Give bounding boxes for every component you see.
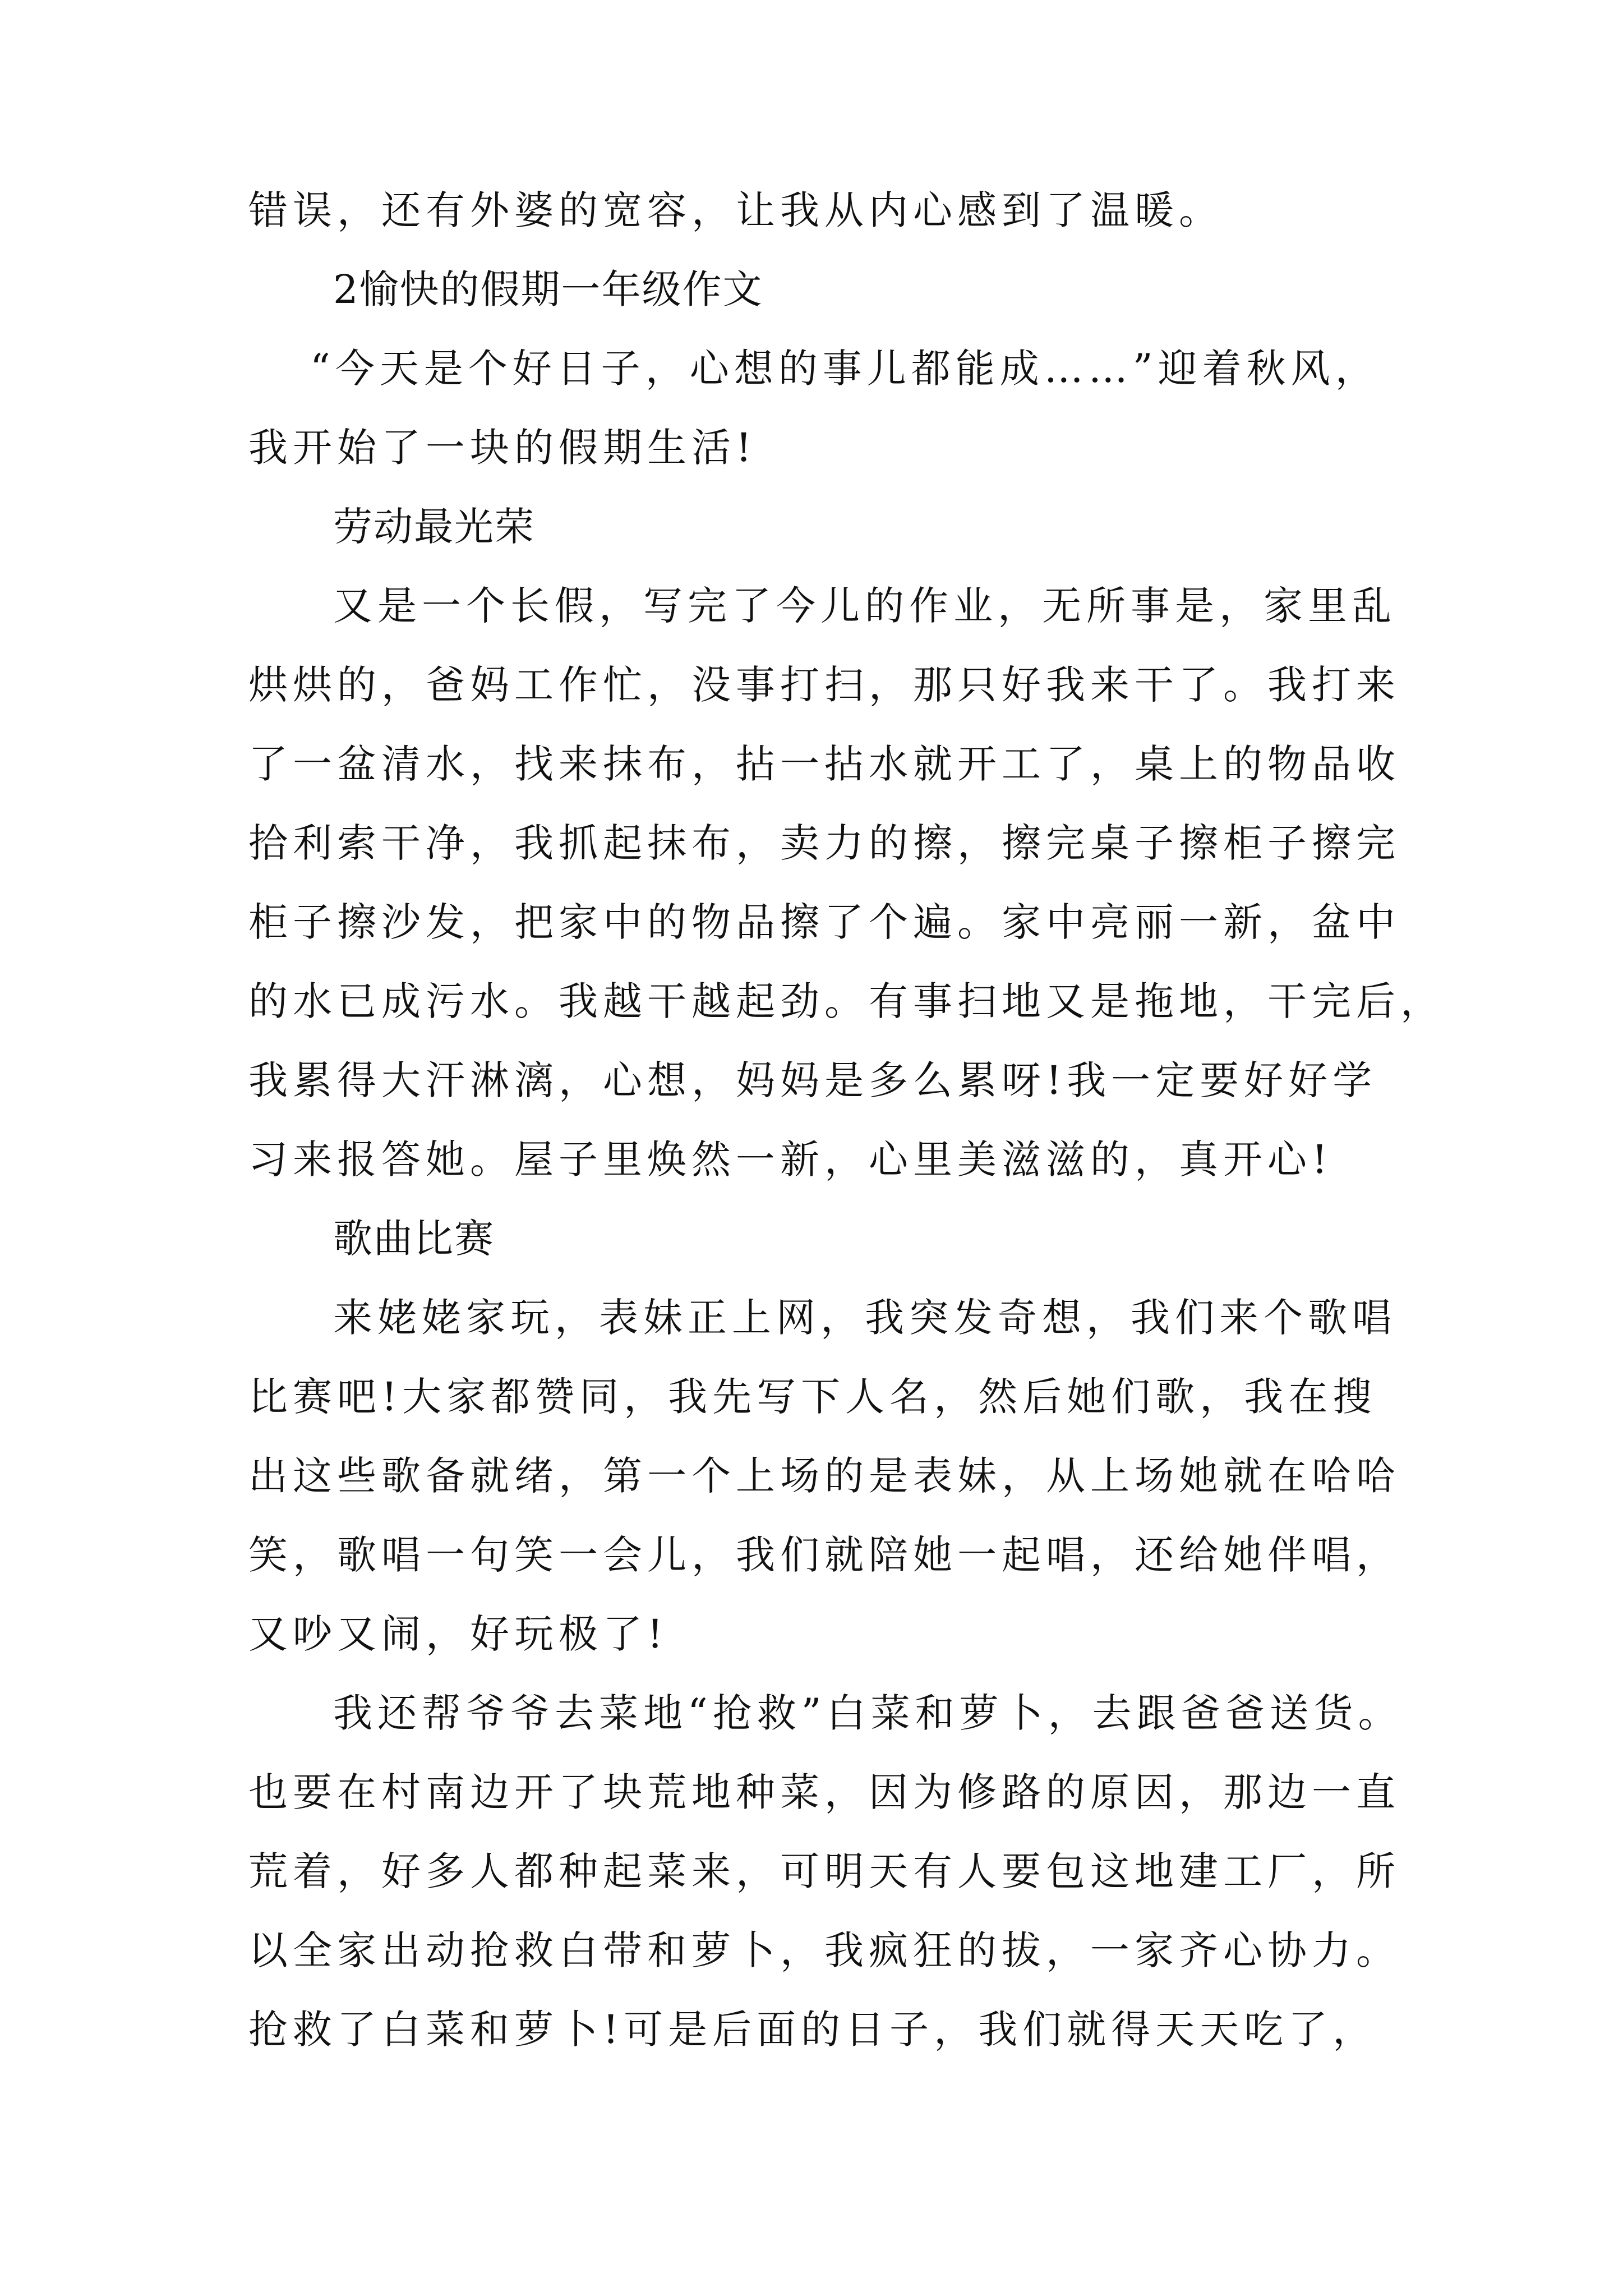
paragraph-line: 也要在村南边开了块荒地种菜，因为修路的原因，那边一直: [248, 1769, 1400, 1815]
paragraph-line: 笑，歌唱一句笑一会儿，我们就陪她一起唱，还给她伴唱，: [248, 1532, 1400, 1578]
paragraph-line: 抢救了白菜和萝卜!可是后面的日子，我们就得天天吃了，: [248, 2007, 1377, 2053]
paragraph-line: 习来报答她。屋子里焕然一新，心里美滋滋的，真开心!: [248, 1137, 1333, 1182]
section-heading-labor: 劳动最光荣: [333, 504, 535, 550]
paragraph-line: 烘烘的，爸妈工作忙，没事打扫，那只好我来干了。我打来: [248, 662, 1400, 708]
paragraph-line: 以全家出动抢救白带和萝卜，我疯狂的拔，一家齐心协力。: [248, 1927, 1400, 1973]
paragraph-line: 了一盆清水，找来抹布，拈一拈水就开工了，桌上的物品收: [248, 741, 1400, 787]
paragraph-line: 拾利索干净，我抓起抹布，卖力的擦，擦完桌子擦柜子擦完: [248, 820, 1400, 866]
paragraph-line: 我累得大汗淋漓，心想，妈妈是多么累呀!我一定要好好学: [248, 1057, 1377, 1103]
paragraph-line: 柜子擦沙发，把家中的物品擦了个遍。家中亮丽一新，盆中: [248, 899, 1400, 945]
section-heading-song: 歌曲比赛: [333, 1216, 495, 1262]
paragraph-line: 又是一个长假，写完了今儿的作业，无所事是，家里乱: [333, 583, 1396, 629]
paragraph-line: 比赛吧!大家都赞同，我先写下人名，然后她们歌，我在搜: [248, 1374, 1377, 1420]
paragraph-line: 的水已成污水。我越干越起劲。有事扫地又是拖地，干完后，: [248, 978, 1445, 1024]
paragraph-line: 又吵又闹，好玩极了!: [248, 1611, 668, 1657]
document-body: [248, 187, 1445, 2089]
essay-title: 2愉快的假期一年级作文: [333, 266, 763, 312]
paragraph-line: 来姥姥家玩，表妹正上网，我突发奇想，我们来个歌唱: [333, 1295, 1396, 1341]
paragraph-line: “今天是个好日子，心想的事儿都能成……”迎着秋风，: [310, 346, 1380, 392]
paragraph-line: 错误，还有外婆的宽容，让我从内心感到了温暖。: [248, 187, 1223, 233]
paragraph-line: 我还帮爷爷去菜地“抢救”白菜和萝卜，去跟爸爸送货。: [333, 1690, 1403, 1736]
paragraph-line: 出这些歌备就绪，第一个上场的是表妹，从上场她就在哈哈: [248, 1453, 1400, 1499]
paragraph-line: 我开始了一块的假期生活!: [248, 425, 757, 471]
paragraph-line: 荒着，好多人都种起菜来，可明天有人要包这地建工厂，所: [248, 1848, 1400, 1894]
